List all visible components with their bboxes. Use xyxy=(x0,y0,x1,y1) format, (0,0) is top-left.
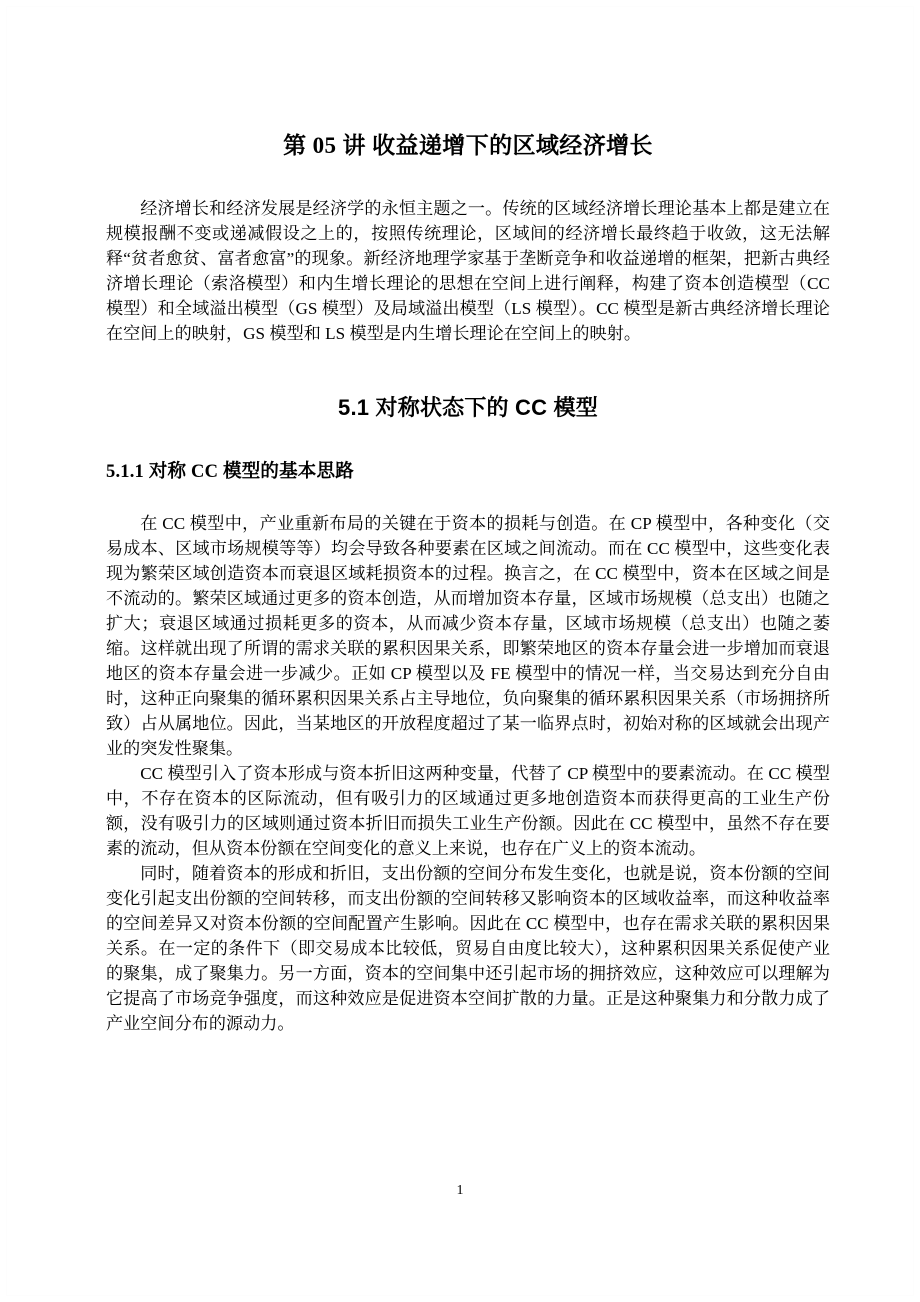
subsection-heading-5-1-1: 5.1.1 对称 CC 模型的基本思路 xyxy=(106,461,354,482)
body-paragraph-2: CC 模型引入了资本形成与资本折旧这两种变量，代替了 CP 模型中的要素流动。在 CC 模型中，不存在资本的区际流动，但有吸引力的区域通过更多地创造资本而获得更高的工业生产份额，没有吸引力的区域则通过资本折旧而损失工业生产份额。因此在 CC 模型中，虽然不存在要素的流动，但从资本份额在空间变化的意义上来说，也存在广义上的资本流动。 xyxy=(106,763,830,858)
section-heading-5-1: 5.1 对称状态下的 CC 模型 xyxy=(338,394,598,420)
page-title: 第 05 讲 收益递增下的区域经济增长 xyxy=(283,133,653,158)
body-paragraph-3: 同时，随着资本的形成和折旧，支出份额的空间分布发生变化，也就是说，资本份额的空间变化引起支出份额的空间转移，而支出份额的空间转移又影响资本的区域收益率，而这种收益率的空间差异又对资本份额的空间配置产生影响。因此在 CC 模型中，也存在需求关联的累积因果关系。在一定的条件下（即交易成本比较低，贸易自由度比较大），这种累积因果关系促使产业的聚集，成了聚集力。另一方面，资本的空间集中还引起市场的拥挤效应，这种效应可以理解为它提高了市场竞争强度，而这种效应是促进资本空间扩散的力量。正是这种聚集力和分散力成了产业空间分布的源动力。 xyxy=(106,863,830,1033)
body-paragraph-1: 在 CC 模型中，产业重新布局的关键在于资本的损耗与创造。在 CP 模型中，各种变化（交易成本、区域市场规模等等）均会导致各种要素在区域之间流动。而在 CC 模型中，这些变化表现为繁荣区域创造资本而衰退区域耗损资本的过程。换言之，在 CC 模型中，资本在区域之间是不流动的。繁荣区域通过更多的资本创造，从而增加资本存量，区域市场规模（总支出）也随之扩大；衰退区域通过损耗更多的资本，从而减少资本存量，区域市场规模（总支出）也随之萎缩。这样就出现了所谓的需求关联的累积因果关系，即繁荣地区的资本存量会进一步增加而衰退地区的资本存量会进一步减少。正如 CP 模型以及 FE 模型中的情况一样，当交易达到充分自由时，这种正向聚集的循环累积因果关系占主导地位，负向聚集的循环累积因果关系（市场拥挤所致）占从属地位。因此，当某地区的开放程度超过了某一临界点时，初始对称的区域就会出现产业的突发性聚集。 xyxy=(106,513,830,758)
page-content xyxy=(106,0,830,1036)
page-number: 1 xyxy=(456,1183,464,1198)
intro-paragraph: 经济增长和经济发展是经济学的永恒主题之一。传统的区域经济增长理论基本上都是建立在规模报酬不变或递减假设之上的，按照传统理论，区域间的经济增长最终趋于收敛，这无法解释“贫者愈贫、富者愈富”的现象。新经济地理学家基于垄断竞争和收益递增的框架，把新古典经济增长理论（索洛模型）和内生增长理论的思想在空间上进行阐释，构建了资本创造模型（CC 模型）和全域溢出模型（GS 模型）及局域溢出模型（LS 模型）。CC 模型是新古典经济增长理论在空间上的映射，GS 模型和 LS 模型是内生增长理论在空间上的映射。 xyxy=(106,198,830,343)
